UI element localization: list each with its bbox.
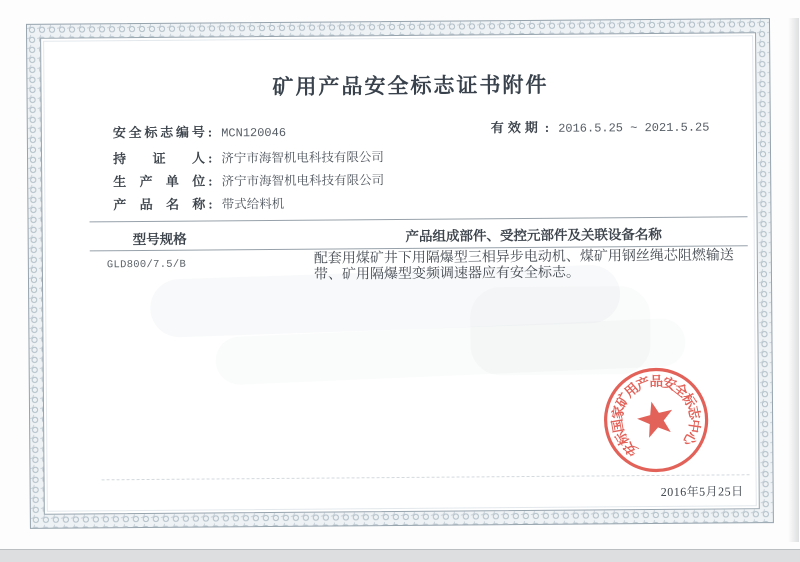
field-row-validity [491, 116, 710, 137]
seal-star-icon [634, 397, 678, 439]
field-colon: : [208, 173, 213, 189]
official-seal [585, 349, 726, 490]
certificate-holder-value: 济宁市海智机电科技有限公司 [221, 150, 384, 166]
table-row-model-value: GLD800/7.5/B [106, 258, 187, 272]
validity-value: 2016.5.25 ~ 2021.5.25 [558, 120, 710, 136]
scan-edge-bottom [0, 550, 800, 562]
certificate-title: 矿用产品安全标志证书附件 [272, 72, 549, 99]
table-top-rule [90, 216, 748, 222]
field-colon: : [544, 119, 550, 135]
field-colon: : [208, 196, 213, 212]
field-colon: : [207, 124, 213, 140]
issue-date: 2016年5月25日 [660, 484, 744, 499]
field-label: 持证人 [112, 150, 206, 167]
scan-edge-right [788, 18, 799, 542]
field-row-safety-mark-number [113, 121, 286, 141]
field-colon: : [207, 150, 213, 166]
field-row-manufacturer [113, 169, 384, 190]
table-header-model: 型号规格 [132, 231, 187, 248]
field-label: 产品名称 [113, 196, 206, 213]
table-row-components-text: 配套用煤矿井下用隔爆型三相异步电动机、煤矿用钢丝绳芯阻燃输送带、矿用隔爆型变频调速器应有安全标志。 [313, 248, 734, 283]
validity-label: 有效期 [490, 119, 542, 136]
field-label: 安全标志编号 [112, 124, 205, 141]
safety-mark-number-value: MCN120046 [221, 125, 287, 141]
manufacturer-value: 济宁市海智机电科技有限公司 [221, 173, 385, 189]
product-name-value: 带式给料机 [221, 196, 285, 212]
field-row-certificate-holder [113, 146, 384, 167]
seal-text: 安标国家矿用产品安全标志中心 [609, 373, 703, 459]
field-label: 生产单位 [113, 173, 206, 190]
field-row-product-name [113, 193, 284, 213]
table-header-components: 产品组成部件、受控元部件及关联设备名称 [405, 226, 662, 244]
